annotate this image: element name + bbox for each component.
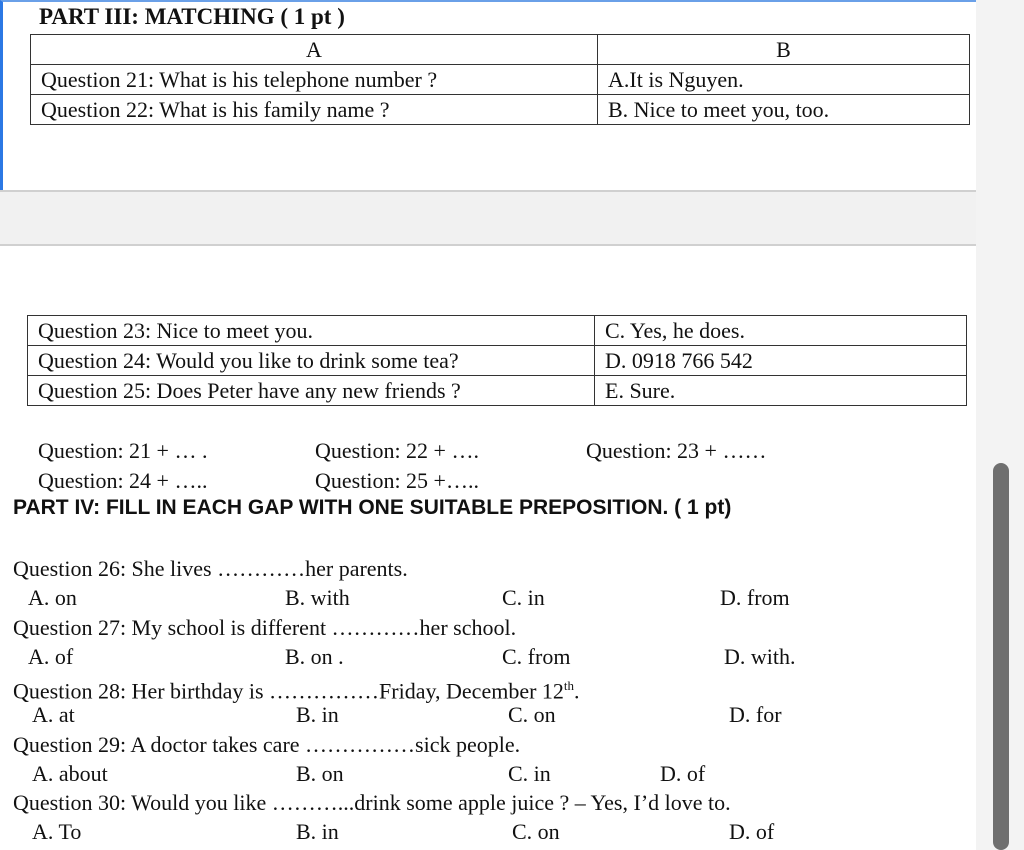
answer-line-23: Question: 23 + ……: [586, 438, 767, 463]
question-28-option-a: A. at: [32, 702, 75, 727]
part3-title: PART III: MATCHING ( 1 pt ): [39, 4, 345, 29]
answer-a: A.It is Nguyen.: [598, 65, 970, 95]
answer-c: C. Yes, he does.: [595, 316, 967, 346]
answer-line-25: Question: 25 +…..: [315, 468, 479, 493]
document-page-1: [0, 0, 976, 190]
question-29-option-b: B. on: [296, 761, 344, 786]
question-27-option-d: D. with.: [724, 644, 796, 669]
question-26-option-a: A. on: [28, 585, 77, 610]
table-header-row: [31, 35, 970, 65]
question-26-option-d: D. from: [720, 585, 790, 610]
table-row: [28, 346, 967, 376]
part4-title: PART IV: FILL IN EACH GAP WITH ONE SUITABLE PREPOSITION. ( 1 pt): [13, 496, 732, 519]
question-26-option-c: C. in: [502, 585, 545, 610]
answer-line-22: Question: 22 + ….: [315, 438, 479, 463]
question-30-option-c: C. on: [512, 819, 560, 844]
scrollbar-thumb[interactable]: [993, 463, 1009, 850]
matching-table-top: [30, 34, 970, 125]
question-29-option-a: A. about: [32, 761, 108, 786]
question-26-option-b: B. with: [285, 585, 350, 610]
question-28-option-d: D. for: [729, 702, 782, 727]
page-break-gap: [0, 190, 976, 246]
table-row: [31, 95, 970, 125]
answer-d: D. 0918 766 542: [595, 346, 967, 376]
column-a-header: A: [31, 35, 598, 65]
question-27-option-a: A. of: [28, 644, 74, 669]
question-28-stem-text: Question 28: Her birthday is ……………Friday, December 12: [13, 678, 564, 704]
question-21: Question 21: What is his telephone number ?: [31, 65, 598, 95]
answer-line-24: Question: 24 + …..: [38, 468, 208, 493]
table-row: [28, 376, 967, 406]
table-row: [31, 65, 970, 95]
ordinal-suffix: th: [563, 678, 575, 693]
question-24: Question 24: Would you like to drink some tea?: [28, 346, 595, 376]
question-29-option-c: C. in: [508, 761, 551, 786]
question-22: Question 22: What is his family name ?: [31, 95, 598, 125]
answer-e: E. Sure.: [595, 376, 967, 406]
answer-line-21: Question: 21 + … .: [38, 438, 208, 463]
question-27-stem: Question 27: My school is different …………her school.: [13, 615, 517, 640]
answer-b: B. Nice to meet you, too.: [598, 95, 970, 125]
question-23: Question 23: Nice to meet you.: [28, 316, 595, 346]
question-30-option-a: A. To: [32, 819, 82, 844]
question-28-stem-end: .: [574, 678, 580, 704]
question-25: Question 25: Does Peter have any new friends ?: [28, 376, 595, 406]
question-26-stem: Question 26: She lives …………her parents.: [13, 556, 408, 581]
question-29-option-d: D. of: [660, 761, 706, 786]
question-30-option-b: B. in: [296, 819, 339, 844]
question-28-option-b: B. in: [296, 702, 339, 727]
question-28-option-c: C. on: [508, 702, 556, 727]
table-row: [28, 316, 967, 346]
document-page-2: [0, 246, 976, 850]
question-27-option-c: C. from: [502, 644, 571, 669]
question-30-option-d: D. of: [729, 819, 775, 844]
question-30-stem: Question 30: Would you like ………...drink some apple juice ? – Yes, I’d love to.: [13, 790, 731, 815]
matching-table-bottom: [27, 315, 967, 406]
question-29-stem: Question 29: A doctor takes care ……………sick people.: [13, 732, 521, 757]
question-27-option-b: B. on .: [285, 644, 344, 669]
column-b-header: B: [598, 35, 970, 65]
